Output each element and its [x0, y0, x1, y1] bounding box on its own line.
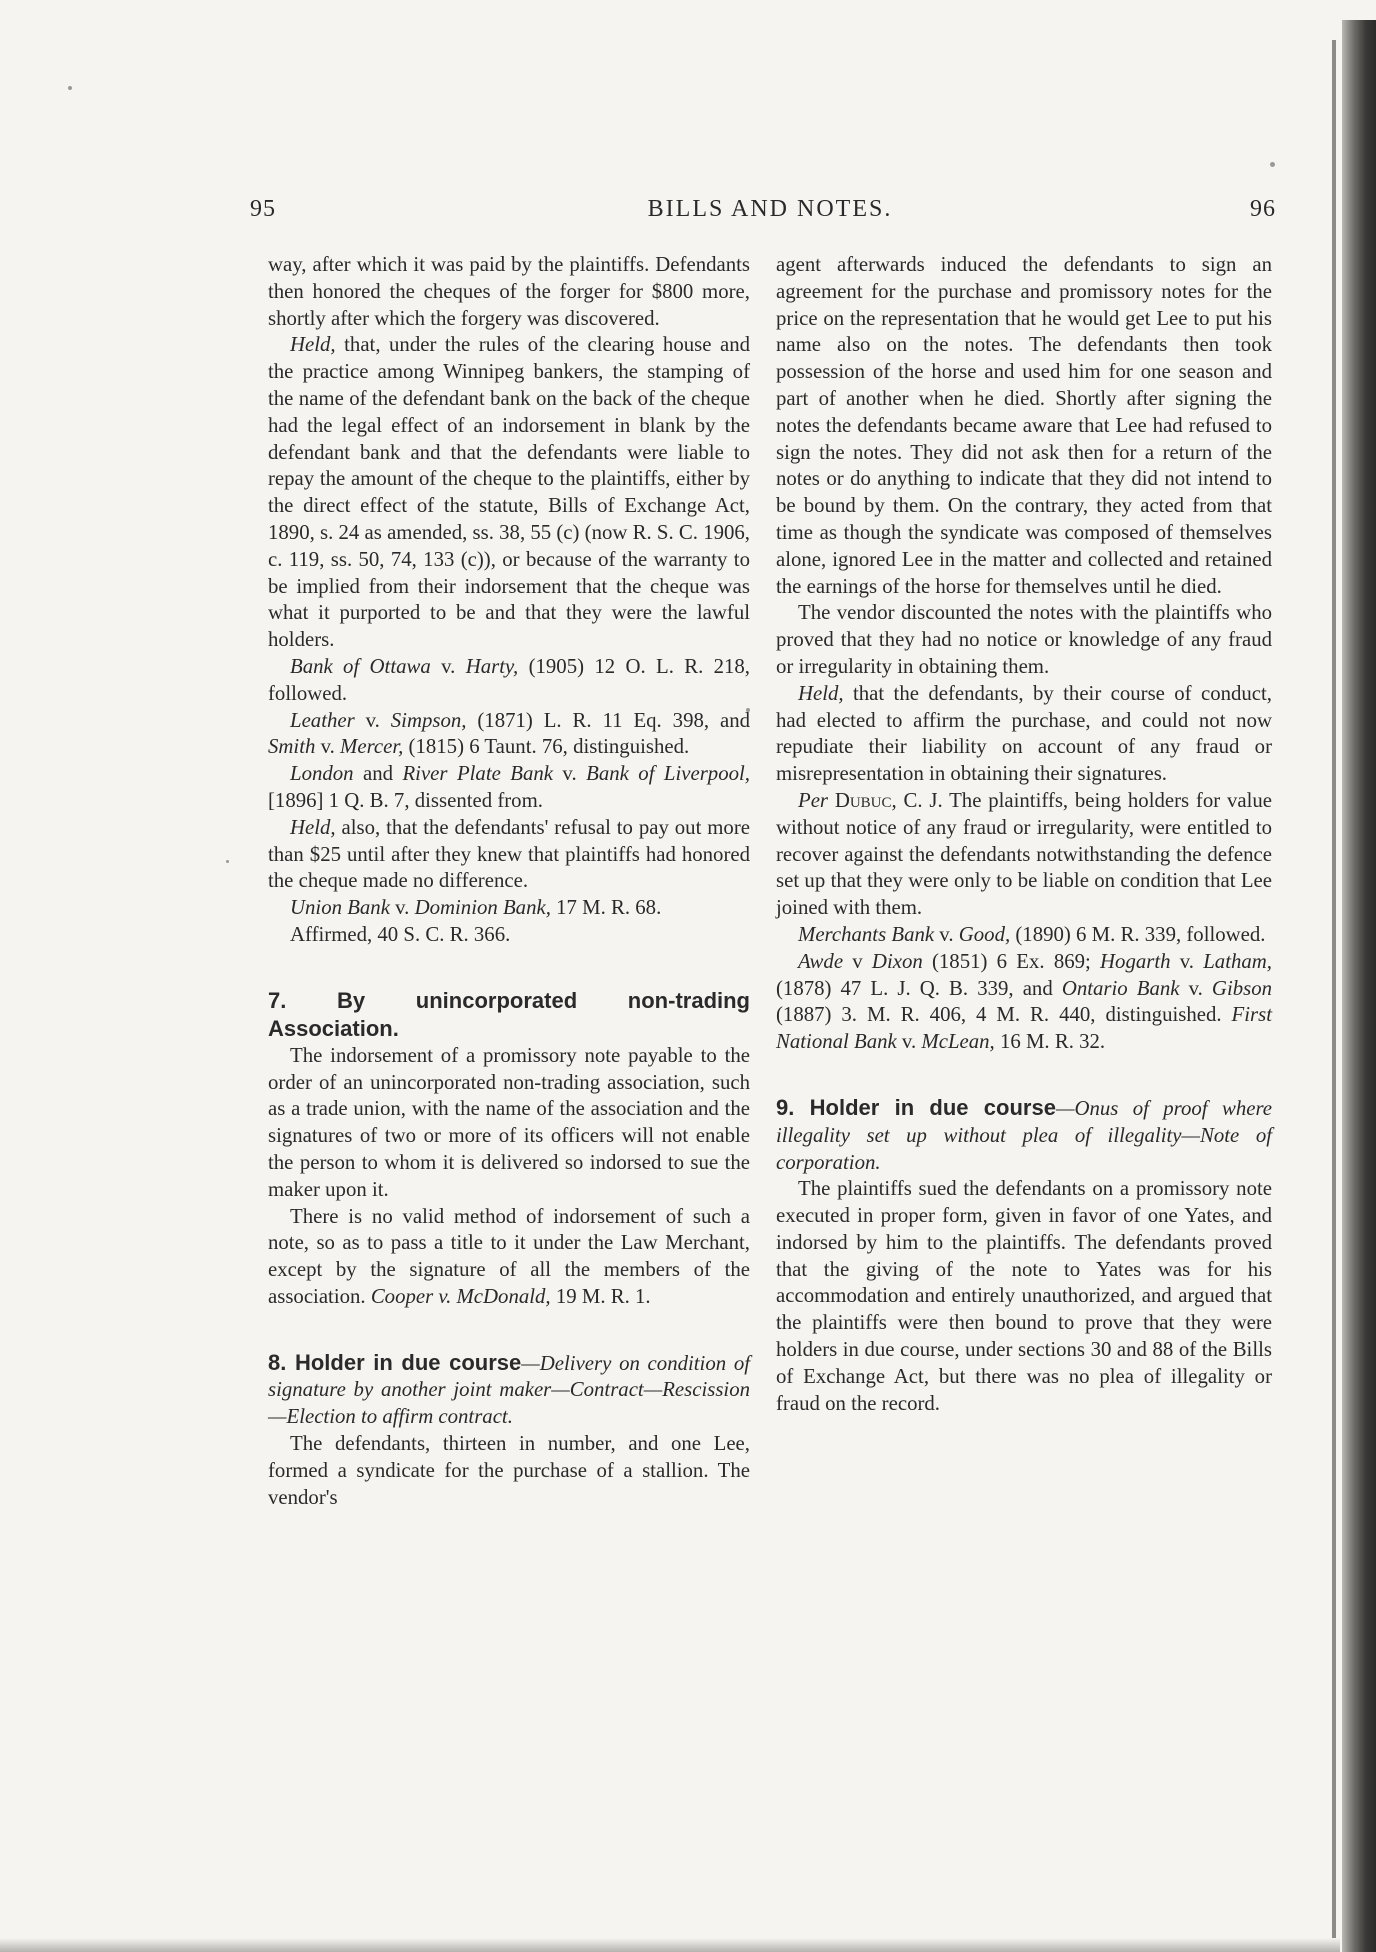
- page-bottom-edge: [0, 1938, 1340, 1952]
- case-party: Awde: [798, 949, 844, 973]
- case-party: Mercer,: [340, 735, 404, 759]
- case-party: Hogarth: [1100, 949, 1171, 973]
- citation-text: (1878) 47 L. J. Q. B. 339, and: [776, 976, 1062, 1000]
- held-label: Held,: [798, 681, 844, 705]
- citation-text: (1851) 6 Ex. 869;: [922, 949, 1101, 973]
- versus: v.: [1170, 949, 1204, 973]
- case-party: Harty,: [465, 654, 519, 678]
- case-party: First National Bank: [776, 1003, 1272, 1054]
- scan-speck: [68, 86, 72, 90]
- case-party: Cooper v. McDonald,: [370, 1284, 551, 1308]
- section-subheading: —Onus of proof where illegality set up without plea of illegality—Note of corporation.: [776, 1096, 1272, 1174]
- held-text: also, that the defendants' refusal to pay out more than $25 until after they knew that plaintiffs had honored the cheque made no difference.: [268, 815, 750, 893]
- citation-text: (1871) L. R. 11 Eq. 398, and: [466, 708, 751, 732]
- section-heading-9: 9. Holder in due course: [776, 1094, 1056, 1120]
- versus: v: [843, 949, 872, 973]
- held-paragraph: [776, 681, 1272, 788]
- judge-paragraph: [776, 788, 1272, 922]
- paragraph: The vendor discounted the notes with the plaintiffs who proved that they had no notice or knowledge of any fraud or irregularity in obtaining them.: [776, 601, 1272, 678]
- scan-speck: [226, 860, 229, 863]
- case-party: Bank of Liverpool,: [586, 762, 750, 786]
- citation-text: 16 M. R. 32.: [994, 1030, 1106, 1054]
- paragraph: [268, 1204, 750, 1311]
- versus: v.: [1179, 976, 1212, 1000]
- paragraph-text: There is no valid method of indorsement of such a note, so as to pass a title to it under the Law Merchant, except by the signature of all the members of the association.: [268, 1204, 750, 1308]
- right-column: [776, 252, 1272, 1417]
- paragraph: The defendants, thirteen in number, and one Lee, formed a syndicate for the purchase of a stallion. The vendor's: [268, 1432, 750, 1509]
- held-text: that, under the rules of the clearing house and the practice among Winnipeg bankers, the stamping of the name of the defendant bank on the back of the cheque had the legal effect of an indorsement in blank by the defendant bank and that the defendants were liable to repay the amount of the cheque to the plaintiffs, either by the direct effect of the statute, Bills of Exchange Act, 1890, s. 24 as amended, ss. 38, 55 (c) (now R. S. C. 1906, c. 119, ss. 50, 74, 133 (c)), or because of the warranty to be implied from their indorsement that the cheque was what it purported to be and that they were the lawful holders.: [268, 333, 750, 652]
- left-column: [268, 252, 750, 1511]
- case-party: Ontario Bank: [1061, 976, 1180, 1000]
- case-party: Bank of Ottawa: [290, 654, 431, 678]
- case-party: Simpson,: [390, 708, 467, 732]
- citation-text: (1887) 3. M. R. 406, 4 M. R. 440, distinguished.: [776, 1003, 1232, 1027]
- section-8-heading-block: [268, 1349, 750, 1431]
- versus: v.: [354, 708, 391, 732]
- page-number-left: 95: [250, 196, 276, 222]
- case-party: Good,: [958, 922, 1011, 946]
- citation-text: (1815) 6 Taunt. 76, distinguished.: [403, 735, 690, 759]
- versus: v.: [389, 896, 415, 920]
- conjunction: and: [353, 762, 403, 786]
- case-party: Dixon: [871, 949, 923, 973]
- case-party: Latham,: [1203, 949, 1272, 973]
- case-party: Leather: [290, 708, 355, 732]
- page-number-right: 96: [1250, 196, 1276, 222]
- section-heading-7: 7. By unincorporated non-trading Association.: [268, 987, 750, 1041]
- case-party: London: [290, 762, 354, 786]
- affirmed-note: Affirmed, 40 S. C. R. 366.: [290, 922, 511, 946]
- judge-name: Dubuc,: [834, 788, 897, 812]
- per-label: Per: [798, 788, 829, 812]
- paragraph: The indorsement of a promissory note payable to the order of an unincorporated non-trading association, such as a trade union, with the name of the association and the signatures of two or more of its officers will not enable the person to whom it is delivered so indorsed to sue the maker upon it.: [268, 1043, 750, 1201]
- case-party: Union Bank: [290, 896, 390, 920]
- scan-speck: [1270, 162, 1275, 167]
- citation-text: (1905) 12 O. L. R. 218, followed.: [268, 654, 750, 705]
- case-party: Gibson: [1211, 976, 1273, 1000]
- citation-text: [1896] 1 Q. B. 7, dissented from.: [268, 788, 543, 812]
- citation-text: 19 M. R. 1.: [550, 1284, 651, 1308]
- page-binding-edge: [1342, 20, 1376, 1952]
- held-label: Held,: [290, 333, 336, 357]
- versus: v.: [430, 654, 466, 678]
- section-heading-8: 8. Holder in due course: [268, 1349, 522, 1375]
- section-subheading: —Delivery on condition of signature by another joint maker—Contract—Rescission—Election to affirm contract.: [268, 1351, 750, 1429]
- paragraph: The plaintiffs sued the defendants on a promissory note executed in proper form, given in favor of one Yates, and indorsed by him to the plaintiffs. The defendants proved that the giving of the note to Yates was for his accommodation and entirely unauthorized, and argued that the plaintiffs were then bound to prove that they were holders in due course, under sections 30 and 88 of the Bills of Exchange Act, but there was no plea of illegality or fraud on the record.: [776, 1177, 1272, 1415]
- case-party: River Plate Bank: [402, 762, 553, 786]
- case-citation: [776, 949, 1272, 1056]
- case-citation: [268, 895, 750, 922]
- versus: v.: [315, 735, 341, 759]
- versus: v.: [934, 922, 959, 946]
- paragraph: way, after which it was paid by the plaintiffs. Defendants then honored the cheques of the forger for $800 more, shortly after which the forgery was discovered.: [268, 253, 750, 330]
- running-title: BILLS AND NOTES.: [647, 196, 893, 222]
- case-citation: [268, 654, 750, 708]
- running-header: [250, 196, 1290, 226]
- paragraph: agent afterwards induced the defendants to sign an agreement for the purchase and promissory notes for the price on the representation that he would get Lee to put his name also on the notes. The defendants then took possession of the horse and used him for one season and part of another when he died. Shortly after signing the notes the defendants became aware that Lee had refused to sign the notes. They did not ask then for a return of the notes or do anything to indicate that they did not intend to be bound by them. On the contrary, they acted from that time as though the syndicate was composed of themselves alone, ignored Lee in the matter and collected and retained the earnings of the horse for themselves until he died.: [776, 253, 1272, 598]
- case-party: McLean,: [921, 1030, 995, 1054]
- versus: v.: [553, 762, 587, 786]
- page-edge-line: [1332, 40, 1336, 1940]
- held-text: that the defendants, by their course of conduct, had elected to affirm the purchase, and could not now repudiate their liability on account of any fraud or misrepresentation in obtaining their signatures.: [776, 681, 1272, 786]
- section-9-heading-block: [776, 1094, 1272, 1176]
- versus: v.: [896, 1030, 922, 1054]
- citation-text: 17 M. R. 68.: [550, 896, 662, 920]
- case-citation: [268, 708, 750, 762]
- citation-text: (1890) 6 M. R. 339, followed.: [1010, 922, 1266, 946]
- held-paragraph: [268, 815, 750, 895]
- case-party: Dominion Bank,: [414, 896, 551, 920]
- case-party: Merchants Bank: [798, 922, 935, 946]
- judge-text: C. J. The plaintiffs, being holders for value without notice of any fraud or irregularity, were entitled to recover against the defendants notwithstanding the defence set up that they were only to be liable on condition that Lee joined with them.: [776, 788, 1272, 920]
- held-label: Held,: [290, 815, 336, 839]
- case-citation: [268, 761, 750, 815]
- case-party: Smith: [268, 735, 316, 759]
- held-paragraph: [268, 332, 750, 654]
- case-citation: [776, 922, 1272, 949]
